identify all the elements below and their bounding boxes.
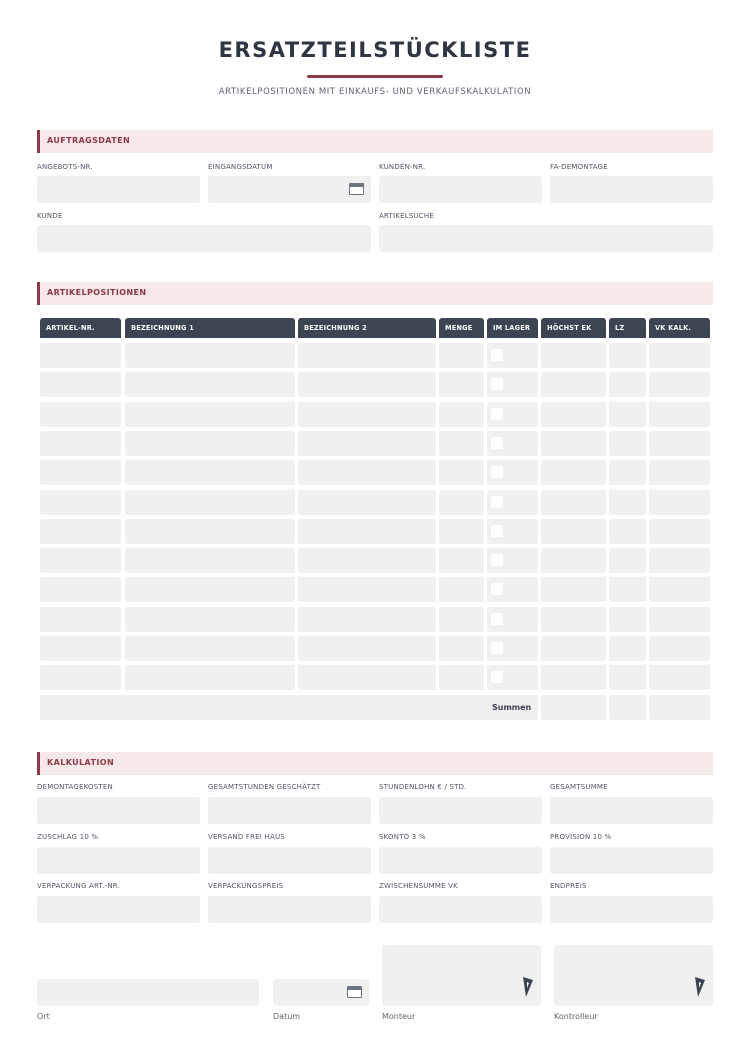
table-cell-artikel-nr[interactable] xyxy=(40,402,121,427)
kalkulation-label: ENDPREIS xyxy=(550,882,587,890)
table-cell-menge[interactable] xyxy=(439,519,484,544)
kunde-field[interactable] xyxy=(37,225,371,252)
column-header-vk-kalk: VK KALK. xyxy=(649,318,710,338)
table-cell-bezeichnung-2[interactable] xyxy=(298,636,436,661)
table-cell-bezeichnung-2[interactable] xyxy=(298,548,436,573)
summen-cell-hoechst-ek[interactable] xyxy=(541,695,606,720)
table-cell-hoechst-ek[interactable] xyxy=(541,402,606,427)
kalkulation-label: DEMONTAGEKOSTEN xyxy=(37,783,113,791)
table-cell-vk-kalk[interactable] xyxy=(649,577,710,602)
page-subtitle: ARTIKELPOSITIONEN MIT EINKAUFS- UND VERKAUFSKALKULATION xyxy=(218,87,532,97)
table-cell-vk-kalk[interactable] xyxy=(649,490,710,515)
kalkulation-label: PROVISION 10 % xyxy=(550,833,612,841)
table-cell-bezeichnung-2[interactable] xyxy=(298,431,436,456)
title-underline xyxy=(307,75,443,78)
section-heading: ARTIKELPOSITIONEN xyxy=(47,288,147,297)
table-cell-lz[interactable] xyxy=(609,519,646,544)
table-cell-lz[interactable] xyxy=(609,665,646,690)
eingangsdatum-field[interactable] xyxy=(208,176,371,203)
table-cell-hoechst-ek[interactable] xyxy=(541,577,606,602)
table-cell-hoechst-ek[interactable] xyxy=(541,665,606,690)
table-cell-bezeichnung-2[interactable] xyxy=(298,577,436,602)
table-cell-bezeichnung-2[interactable] xyxy=(298,402,436,427)
artikelsuche-field[interactable] xyxy=(379,225,713,252)
kalkulation-label: ZUSCHLAG 10 % xyxy=(37,833,99,841)
im-lager-checkbox[interactable] xyxy=(491,613,503,625)
kalkulation-label: ZWISCHENSUMME VK xyxy=(379,882,458,890)
im-lager-checkbox[interactable] xyxy=(491,408,503,420)
table-cell-bezeichnung-1[interactable] xyxy=(125,607,295,632)
table-cell-vk-kalk[interactable] xyxy=(649,402,710,427)
section-heading: KALKULATION xyxy=(47,758,115,767)
table-cell-lz[interactable] xyxy=(609,372,646,397)
table-cell-bezeichnung-1[interactable] xyxy=(125,460,295,485)
table-cell-vk-kalk[interactable] xyxy=(649,372,710,397)
table-cell-bezeichnung-1[interactable] xyxy=(125,519,295,544)
kalkulation-field[interactable] xyxy=(37,797,200,824)
column-header-bezeichnung-2: BEZEICHNUNG 2 xyxy=(298,318,436,338)
table-cell-artikel-nr[interactable] xyxy=(40,577,121,602)
table-cell-menge[interactable] xyxy=(439,460,484,485)
im-lager-checkbox[interactable] xyxy=(491,671,503,683)
table-cell-menge[interactable] xyxy=(439,577,484,602)
table-cell-hoechst-ek[interactable] xyxy=(541,548,606,573)
table-cell-bezeichnung-1[interactable] xyxy=(125,490,295,515)
table-cell-bezeichnung-1[interactable] xyxy=(125,548,295,573)
kalkulation-field[interactable] xyxy=(550,896,713,923)
column-header-artikel-nr: ARTIKEL-NR. xyxy=(40,318,121,338)
calendar-icon[interactable] xyxy=(349,183,364,195)
table-cell-artikel-nr[interactable] xyxy=(40,607,121,632)
kalkulation-field[interactable] xyxy=(208,847,371,874)
kalkulation-field[interactable] xyxy=(37,896,200,923)
column-header-bezeichnung-1: BEZEICHNUNG 1 xyxy=(125,318,295,338)
table-cell-vk-kalk[interactable] xyxy=(649,431,710,456)
table-cell-hoechst-ek[interactable] xyxy=(541,636,606,661)
table-cell-lz[interactable] xyxy=(609,607,646,632)
kalkulation-field[interactable] xyxy=(550,847,713,874)
table-cell-vk-kalk[interactable] xyxy=(649,607,710,632)
table-cell-vk-kalk[interactable] xyxy=(649,548,710,573)
table-cell-hoechst-ek[interactable] xyxy=(541,372,606,397)
kontrolleur-signature-box[interactable] xyxy=(554,945,713,1006)
table-cell-artikel-nr[interactable] xyxy=(40,372,121,397)
kalkulation-field[interactable] xyxy=(379,896,542,923)
table-cell-artikel-nr[interactable] xyxy=(40,431,121,456)
im-lager-checkbox[interactable] xyxy=(491,583,503,595)
im-lager-checkbox[interactable] xyxy=(491,642,503,654)
table-cell-bezeichnung-1[interactable] xyxy=(125,402,295,427)
pen-icon xyxy=(521,976,535,998)
table-cell-vk-kalk[interactable] xyxy=(649,343,710,368)
column-header-hoechst-ek: HÖCHST EK xyxy=(541,318,606,338)
table-cell-menge[interactable] xyxy=(439,636,484,661)
table-cell-bezeichnung-2[interactable] xyxy=(298,460,436,485)
kalkulation-label: VERPACKUNGSPREIS xyxy=(208,882,284,890)
table-cell-artikel-nr[interactable] xyxy=(40,636,121,661)
table-cell-menge[interactable] xyxy=(439,665,484,690)
table-cell-lz[interactable] xyxy=(609,636,646,661)
column-header-im-lager: IM LAGER xyxy=(487,318,538,338)
calendar-icon[interactable] xyxy=(347,986,362,998)
table-cell-lz[interactable] xyxy=(609,490,646,515)
angebots-nr-field[interactable] xyxy=(37,176,200,203)
ort-label: Ort xyxy=(37,1012,50,1021)
summen-label: Summen xyxy=(492,703,532,712)
section-artikelpositionen xyxy=(37,282,713,305)
section-heading: AUFTRAGSDATEN xyxy=(47,136,131,145)
im-lager-checkbox[interactable] xyxy=(491,554,503,566)
table-cell-menge[interactable] xyxy=(439,607,484,632)
table-cell-hoechst-ek[interactable] xyxy=(541,343,606,368)
table-cell-menge[interactable] xyxy=(439,431,484,456)
kunde-label: KUNDE xyxy=(37,212,63,220)
table-cell-hoechst-ek[interactable] xyxy=(541,490,606,515)
fa-demontage-label: FA-DEMONTAGE xyxy=(550,163,608,171)
kunden-nr-label: KUNDEN-NR. xyxy=(379,163,426,171)
summen-row xyxy=(40,695,538,720)
table-cell-artikel-nr[interactable] xyxy=(40,519,121,544)
table-cell-bezeichnung-1[interactable] xyxy=(125,431,295,456)
kalkulation-label: VERSAND FREI HAUS xyxy=(208,833,285,841)
table-cell-vk-kalk[interactable] xyxy=(649,460,710,485)
kalkulation-label: SKONTO 3 % xyxy=(379,833,426,841)
table-cell-menge[interactable] xyxy=(439,548,484,573)
kalkulation-field[interactable] xyxy=(379,797,542,824)
pen-icon xyxy=(693,976,707,998)
kalkulation-field[interactable] xyxy=(37,847,200,874)
table-cell-artikel-nr[interactable] xyxy=(40,460,121,485)
kalkulation-field[interactable] xyxy=(208,797,371,824)
column-header-menge: MENGE xyxy=(439,318,484,338)
table-cell-bezeichnung-2[interactable] xyxy=(298,372,436,397)
table-cell-artikel-nr[interactable] xyxy=(40,665,121,690)
artikelsuche-label: ARTIKELSUCHE xyxy=(379,212,434,220)
kalkulation-label: STUNDENLOHN € / STD. xyxy=(379,783,467,791)
fa-demontage-field[interactable] xyxy=(550,176,713,203)
table-cell-bezeichnung-1[interactable] xyxy=(125,636,295,661)
monteur-label: Monteur xyxy=(382,1012,416,1021)
kalkulation-field[interactable] xyxy=(550,797,713,824)
kalkulation-field[interactable] xyxy=(379,847,542,874)
table-cell-lz[interactable] xyxy=(609,431,646,456)
angebots-nr-label: ANGEBOTS-NR. xyxy=(37,163,93,171)
table-cell-menge[interactable] xyxy=(439,402,484,427)
table-cell-vk-kalk[interactable] xyxy=(649,665,710,690)
table-cell-menge[interactable] xyxy=(439,372,484,397)
summen-cell-lz[interactable] xyxy=(609,695,646,720)
kalkulation-label: GESAMTSUMME xyxy=(550,783,608,791)
table-cell-hoechst-ek[interactable] xyxy=(541,460,606,485)
ort-field[interactable] xyxy=(37,979,259,1006)
table-cell-artikel-nr[interactable] xyxy=(40,490,121,515)
table-cell-vk-kalk[interactable] xyxy=(649,636,710,661)
kontrolleur-label: Kontrolleur xyxy=(554,1012,598,1021)
table-cell-menge[interactable] xyxy=(439,343,484,368)
eingangsdatum-label: EINGANGSDATUM xyxy=(208,163,273,171)
im-lager-checkbox[interactable] xyxy=(491,525,503,537)
section-auftragsdaten xyxy=(37,130,713,153)
im-lager-checkbox[interactable] xyxy=(491,437,503,449)
monteur-signature-box[interactable] xyxy=(382,945,541,1006)
table-cell-bezeichnung-2[interactable] xyxy=(298,343,436,368)
summen-cell-vk-kalk[interactable] xyxy=(649,695,710,720)
table-cell-lz[interactable] xyxy=(609,460,646,485)
table-cell-menge[interactable] xyxy=(439,490,484,515)
page-title: ERSATZTEILSTÜCKLISTE xyxy=(218,38,532,62)
table-cell-lz[interactable] xyxy=(609,577,646,602)
datum-field[interactable] xyxy=(273,979,369,1006)
table-cell-lz[interactable] xyxy=(609,343,646,368)
table-cell-vk-kalk[interactable] xyxy=(649,519,710,544)
kalkulation-label: GESAMTSTUNDEN GESCHÄTZT xyxy=(208,783,321,791)
table-cell-bezeichnung-2[interactable] xyxy=(298,519,436,544)
table-cell-bezeichnung-1[interactable] xyxy=(125,343,295,368)
table-cell-bezeichnung-2[interactable] xyxy=(298,607,436,632)
table-cell-bezeichnung-1[interactable] xyxy=(125,577,295,602)
datum-label: Datum xyxy=(273,1012,301,1021)
table-cell-hoechst-ek[interactable] xyxy=(541,431,606,456)
table-cell-bezeichnung-1[interactable] xyxy=(125,372,295,397)
table-cell-bezeichnung-1[interactable] xyxy=(125,665,295,690)
im-lager-checkbox[interactable] xyxy=(491,378,503,390)
im-lager-checkbox[interactable] xyxy=(491,466,503,478)
table-cell-hoechst-ek[interactable] xyxy=(541,607,606,632)
table-cell-artikel-nr[interactable] xyxy=(40,548,121,573)
section-kalkulation xyxy=(37,752,713,775)
table-cell-lz[interactable] xyxy=(609,548,646,573)
table-cell-hoechst-ek[interactable] xyxy=(541,519,606,544)
table-cell-bezeichnung-2[interactable] xyxy=(298,490,436,515)
table-cell-bezeichnung-2[interactable] xyxy=(298,665,436,690)
im-lager-checkbox[interactable] xyxy=(491,349,503,361)
kunden-nr-field[interactable] xyxy=(379,176,542,203)
table-cell-artikel-nr[interactable] xyxy=(40,343,121,368)
column-header-lz: LZ xyxy=(609,318,646,338)
kalkulation-field[interactable] xyxy=(208,896,371,923)
im-lager-checkbox[interactable] xyxy=(491,496,503,508)
kalkulation-label: VERPACKUNG ART.-NR. xyxy=(37,882,121,890)
table-cell-lz[interactable] xyxy=(609,402,646,427)
